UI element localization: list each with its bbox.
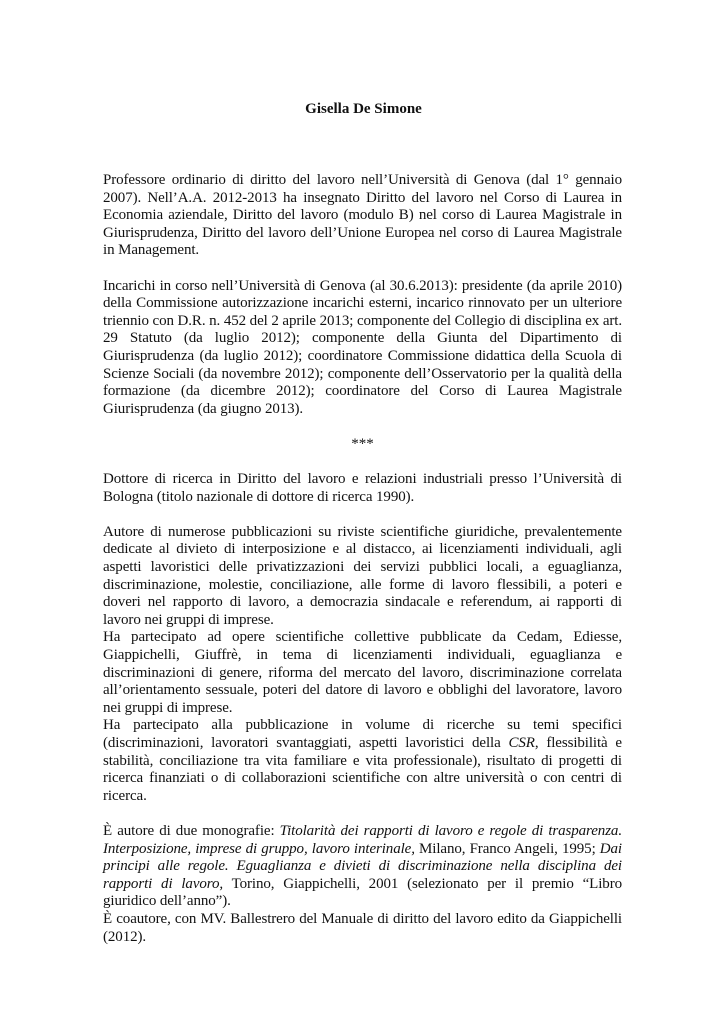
page-title: Gisella De Simone [305, 101, 422, 117]
paragraph-position: Professore ordinario di diritto del lavoro nell’Università di Genova (dal 1° gennaio 2007). Nell’A.A. 2012-2013 ha insegnato Diritto del lavoro nel Corso di Laurea in Economia aziendale, Diritto del lavoro (modulo B) nel corso di Laurea Magistrale in Giurisprudenza, Diritto del lavoro dell’Unione Europea nel corso di Laurea Magistrale in Management. [103, 172, 622, 259]
paragraph-research-volumes [103, 717, 622, 805]
paragraph-manual: È coautore, con MV. Ballestrero del Manuale di diritto del lavoro edito da Giappichelli (2012). [103, 910, 622, 945]
italic-span: CSR [508, 735, 535, 751]
paragraph-doctorate: Dottore di ricerca in Diritto del lavoro e relazioni industriali presso l’Università di Bologna (titolo nazionale di dottore di ricerca 1990). [103, 471, 622, 505]
paragraph-publications: Autore di numerose pubblicazioni su riviste scientifiche giuridiche, prevalentemente dedicate al divieto di interposizione e al distacco, ai licenziamenti individuali, agli aspetti lavoristici delle privatizzazioni dei servizi pubblici locali, a eguaglianza, discriminazione, molestie, conciliazione, alle forme di lavoro flessibili, a poteri e doveri nel rapporto di lavoro, a democrazia sindacale e referendum, ai rapporti di lavoro nei gruppi di imprese. [103, 523, 622, 628]
text-span: Ha partecipato alla pubblicazione in volume di ricerche su temi specifici (discriminazioni, lavoratori svantaggiati, aspetti lavoristici della [103, 717, 622, 751]
text-span: , flessibilità e stabilità, conciliazione tra vita familiare e vita professionale), risultato di progetti di ricerca finanziati o di collaborazioni scientifiche con altre università o con centri di ricerca. [103, 735, 622, 804]
document-page [103, 98, 622, 946]
text-span: Torino, Giappichelli, 2001 (selezionato per il premio “Libro giuridico dell’anno”). [103, 875, 622, 910]
paragraph-collective-works: Ha partecipato ad opere scientifiche collettive pubblicate da Cedam, Ediesse, Giappichelli, Giuffrè, in tema di licenziamenti individuali, eguaglianza e discriminazioni di genere, riforma del mercato del lavoro, discriminazione correlata all’orientamento sessuale, poteri del datore di lavoro e obblighi del lavoratore, lavoro nei gruppi di imprese. [103, 629, 622, 716]
text-span: Milano, Franco Angeli, 1995; [414, 840, 600, 857]
section-separator: *** [351, 435, 374, 452]
book-title: Titolarità dei rapporti di lavoro e regole di trasparenza. Interposizione, imprese di gruppo, lavoro interinale, [103, 822, 622, 857]
paragraph-appointments: Incarichi in corso nell’Università di Genova (al 30.6.2013): presidente (da aprile 2010) della Commissione autorizzazione incarichi esterni, incarico rinnovato per un ulteriore triennio con D.R. n. 452 del 2 aprile 2013; componente del Collegio di disciplina ex art. 29 Statuto (da luglio 2012); componente della Giunta del Dipartimento di Giurisprudenza (da luglio 2012); coordinatore Commissione didattica della Scuola di Scienze Sociali (da novembre 2012); componente dell’Osservatorio per la qualità della formazione (da dicembre 2012); coordinatore del Corso di Laurea Magistrale Giurisprudenza (da giugno 2013). [103, 277, 622, 417]
paragraph-monographs [103, 823, 622, 911]
text-span: È autore di due monografie: [103, 822, 280, 839]
book-title: Dai principi alle regole. Eguaglianza e divieti di discriminazione nella disciplina dei rapporti di lavoro, [103, 840, 622, 892]
